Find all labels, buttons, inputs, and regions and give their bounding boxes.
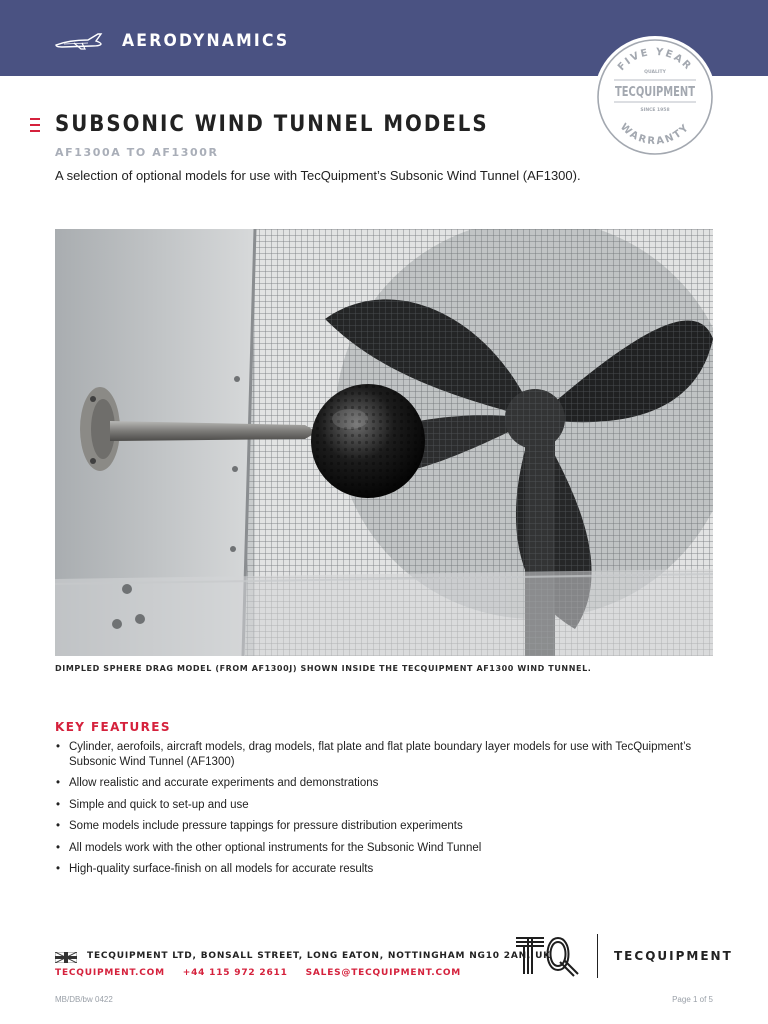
badge-bottom-arc: WARRANTY bbox=[617, 121, 693, 148]
list-item: • Simple and quick to set-up and use bbox=[55, 798, 715, 813]
company-address: TECQUIPMENT LTD, BONSALL STREET, LONG EATON, NOTTINGHAM NG10 2AN, UK bbox=[87, 951, 551, 961]
badge-quality: QUALITY bbox=[644, 70, 666, 75]
badge-brand: TECQUIPMENT bbox=[615, 85, 696, 100]
list-item: • Cylinder, aerofoils, aircraft models, drag models, flat plate and flat plate boundary layer models for use with TecQuipment’s Subsonic Wind Tunnel (AF1300) bbox=[55, 740, 715, 769]
page-title: SUBSONIC WIND TUNNEL MODELS bbox=[55, 112, 489, 137]
document-reference: MB/DB/bw 0422 bbox=[55, 995, 113, 1004]
phone-number[interactable]: +44 115 972 2611 bbox=[182, 968, 288, 978]
intro-text: A selection of optional models for use with TecQuipment’s Subsonic Wind Tunnel (AF1300). bbox=[55, 168, 581, 183]
brand-name: TECQUIPMENT bbox=[614, 949, 733, 963]
title-marker bbox=[30, 118, 40, 132]
uk-flag-icon bbox=[55, 952, 77, 963]
page-subtitle: AF1300A TO AF1300R bbox=[55, 146, 219, 159]
list-item: • Allow realistic and accurate experiments and demonstrations bbox=[55, 776, 715, 791]
warranty-badge bbox=[594, 36, 716, 158]
tq-logo-icon bbox=[514, 934, 582, 978]
list-item: • All models work with the other optional instruments for the Subsonic Wind Tunnel bbox=[55, 841, 715, 856]
key-features-list bbox=[55, 740, 715, 884]
badge-since: SINCE 1958 bbox=[640, 108, 670, 113]
list-item: • Some models include pressure tappings for pressure distribution experiments bbox=[55, 819, 715, 834]
list-item: • High-quality surface-finish on all models for accurate results bbox=[55, 862, 715, 877]
website-link[interactable]: TECQUIPMENT.COM bbox=[55, 968, 165, 978]
page-number: Page 1 of 5 bbox=[672, 995, 713, 1004]
section-title: AERODYNAMICS bbox=[122, 31, 290, 51]
key-features-heading: KEY FEATURES bbox=[55, 720, 171, 734]
aircraft-icon bbox=[54, 30, 104, 52]
wind-tunnel-photo bbox=[55, 229, 713, 656]
footer-divider bbox=[597, 934, 598, 978]
badge-top-arc: FIVE YEAR bbox=[615, 46, 695, 74]
contact-row bbox=[55, 968, 475, 978]
photo-caption: DIMPLED SPHERE DRAG MODEL (FROM AF1300J) SHOWN INSIDE THE TECQUIPMENT AF1300 WIND TUNNEL. bbox=[55, 664, 592, 673]
email-link[interactable]: SALES@TECQUIPMENT.COM bbox=[305, 968, 462, 978]
